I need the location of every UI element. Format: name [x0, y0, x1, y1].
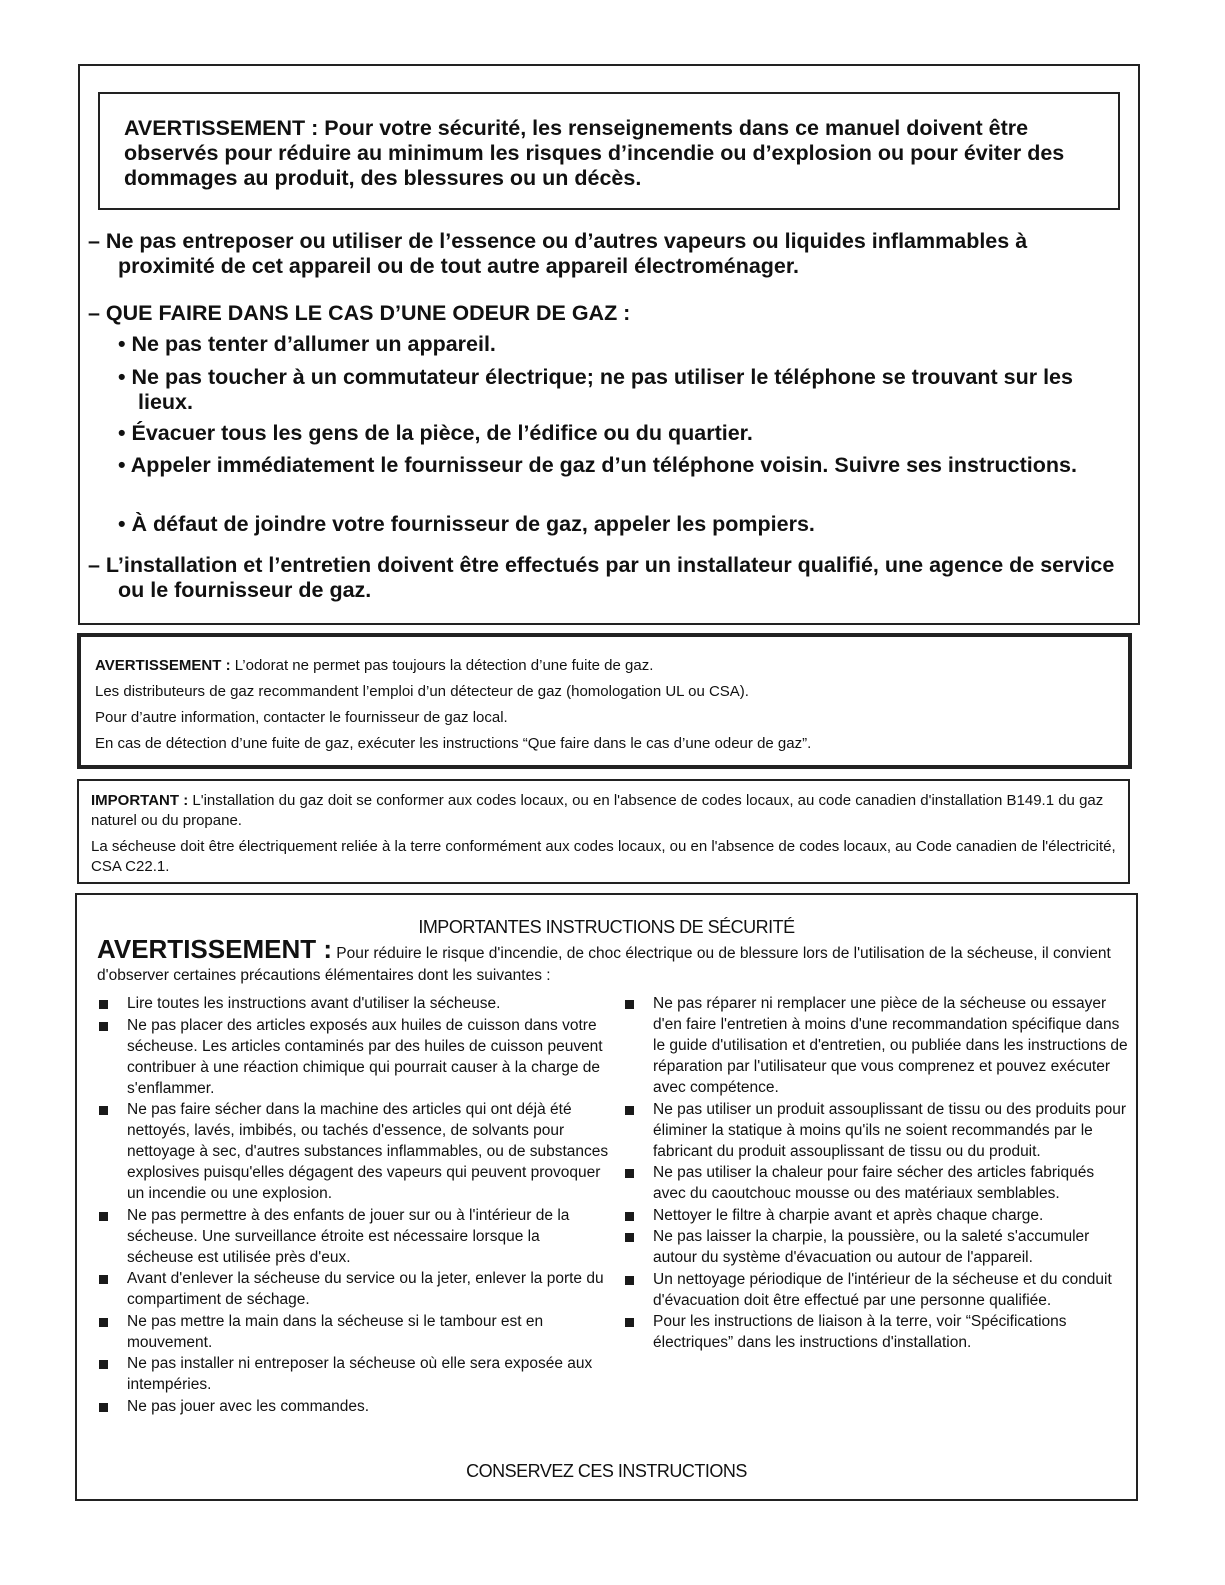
list-item: Ne pas faire sécher dans la machine des articles qui ont déjà été nettoyés, lavés, imbibés, ou tachés d'essence, de solvants pour nettoyage à sec, d'autres substances inflammables, ou de substances explosives puisqu'elles dégagent des vapeurs qui peuvent provoquer un incendie ou une explosion. — [99, 1099, 609, 1204]
primary-warning-text: AVERTISSEMENT : Pour votre sécurité, les renseignements dans ce manuel doivent être observés pour réduire au minimum les risques d’incendie ou d’explosion ou pour éviter des dommages au produit, des blessures ou un décès. — [124, 116, 1065, 190]
safety-warning-intro — [97, 934, 1127, 987]
primary-warning-frame — [98, 92, 1120, 210]
gas-step: • À défaut de joindre votre fournisseur de gaz, appeler les pompiers. — [118, 512, 815, 536]
gas-code-paragraph: IMPORTANT : L'installation du gaz doit se conformer aux codes locaux, ou en l'absence de codes locaux, au code canadien d'installation B149.1 du gaz naturel ou du propane. — [91, 792, 1104, 829]
list-item: Ne pas réparer ni remplacer une pièce de la sécheuse ou essayer d'en faire l'entretien à moins d'une recommandation spécifique dans le guide d'utilisation et d'entretien, ou publiée dans les instructions de réparation par l'utilisateur que vous comprenez et pouvez exécuter avec compétence. — [625, 993, 1130, 1098]
safety-list-left — [99, 993, 609, 1417]
list-item: Ne pas installer ni entreposer la sécheuse où elle sera exposée aux intempéries. — [99, 1353, 609, 1395]
list-item: Ne pas jouer avec les commandes. — [99, 1396, 609, 1417]
list-item: Pour les instructions de liaison à la terre, voir “Spécifications électriques” dans les instructions d'installation. — [625, 1311, 1130, 1353]
square-bullet-icon — [99, 1360, 108, 1369]
list-item: Ne pas permettre à des enfants de jouer sur ou à l'intérieur de la sécheuse. Une surveillance étroite est nécessaire lorsque la sécheuse est utilisée près d'eux. — [99, 1205, 609, 1268]
gas-detector-line: Pour d’autre information, contacter le fournisseur de gaz local. — [95, 709, 508, 726]
gas-detector-line: En cas de détection d’une fuite de gaz, exécuter les instructions “Que faire dans le cas d’une odeur de gaz”. — [95, 735, 812, 752]
square-bullet-icon — [625, 1318, 634, 1327]
square-bullet-icon — [99, 1000, 108, 1009]
grounding-paragraph: La sécheuse doit être électriquement reliée à la terre conformément aux codes locaux, ou en l'absence de codes locaux, au Code canadien de l'électricité, CSA C22.1. — [91, 838, 1116, 875]
save-instructions-footer: CONSERVEZ CES INSTRUCTIONS — [466, 1461, 747, 1481]
list-item: Ne pas utiliser la chaleur pour faire sécher des articles fabriqués avec du caoutchouc mousse ou des matériaux semblables. — [625, 1162, 1130, 1204]
list-item: Ne pas mettre la main dans la sécheuse si le tambour est en mouvement. — [99, 1311, 609, 1353]
gas-step: • Évacuer tous les gens de la pièce, de l’édifice ou du quartier. — [118, 421, 753, 445]
gas-odor-heading: – QUE FAIRE DANS LE CAS D’UNE ODEUR DE GAZ : — [88, 301, 631, 325]
square-bullet-icon — [625, 1106, 634, 1115]
warning-intro-text: Pour réduire le risque d'incendie, de choc électrique ou de blessure lors de l'utilisation de la sécheuse, il convient d'observer certaines précautions élémentaires dont les suivantes : — [97, 945, 1111, 984]
list-item: Ne pas utiliser un produit assouplissant de tissu ou des produits pour éliminer la statique à moins qu'ils ne soient recommandés par le fabricant du produit assouplissant de tissu ou du produit. — [625, 1099, 1130, 1162]
warning-label: AVERTISSEMENT : — [97, 934, 332, 964]
square-bullet-icon — [99, 1022, 108, 1031]
list-item: Lire toutes les instructions avant d'utiliser la sécheuse. — [99, 993, 609, 1014]
square-bullet-icon — [99, 1106, 108, 1115]
gas-step: • Ne pas tenter d’allumer un appareil. — [118, 332, 496, 356]
gas-detector-warning-box — [77, 633, 1132, 769]
list-item: Avant d'enlever la sécheuse du service ou la jeter, enlever la porte du compartiment de séchage. — [99, 1268, 609, 1310]
square-bullet-icon — [625, 1000, 634, 1009]
list-item: Un nettoyage périodique de l'intérieur de la sécheuse et du conduit d'évacuation doit être effectué par une personne qualifiée. — [625, 1269, 1130, 1311]
installation-warning: – L’installation et l’entretien doivent être effectués par un installateur qualifié, une agence de service ou le fournisseur de gaz. — [88, 553, 1115, 602]
safety-instructions-box — [75, 893, 1138, 1501]
warning-label: AVERTISSEMENT : — [95, 657, 231, 674]
square-bullet-icon — [99, 1212, 108, 1221]
safety-list-right — [625, 993, 1130, 1354]
gas-detector-line: AVERTISSEMENT : L’odorat ne permet pas toujours la détection d’une fuite de gaz. — [95, 657, 654, 674]
gas-safety-warning-box — [78, 64, 1140, 625]
square-bullet-icon — [99, 1275, 108, 1284]
gas-step: • Ne pas toucher à un commutateur électrique; ne pas utiliser le téléphone se trouvant sur les lieux. — [118, 365, 1073, 414]
gas-detector-line: Les distributeurs de gaz recommandent l’emploi d’un détecteur de gaz (homologation UL ou CSA). — [95, 683, 749, 700]
square-bullet-icon — [99, 1318, 108, 1327]
list-item: Ne pas laisser la charpie, la poussière, ou la saleté s'accumuler autour du système d'évacuation ou autour de l'appareil. — [625, 1226, 1130, 1268]
important-installation-box — [77, 779, 1130, 884]
safety-instructions-title: IMPORTANTES INSTRUCTIONS DE SÉCURITÉ — [418, 917, 795, 937]
square-bullet-icon — [99, 1403, 108, 1412]
square-bullet-icon — [625, 1233, 634, 1242]
square-bullet-icon — [625, 1276, 634, 1285]
list-item: Nettoyer le filtre à charpie avant et après chaque charge. — [625, 1205, 1130, 1226]
square-bullet-icon — [625, 1169, 634, 1178]
important-label: IMPORTANT : — [91, 792, 189, 809]
gas-step: • Appeler immédiatement le fournisseur de gaz d’un téléphone voisin. Suivre ses instructions. — [118, 453, 1077, 477]
square-bullet-icon — [625, 1212, 634, 1221]
storage-warning: – Ne pas entreposer ou utiliser de l’essence ou d’autres vapeurs ou liquides inflammables à proximité de cet appareil ou de tout autre appareil électroménager. — [88, 229, 1028, 278]
list-item: Ne pas placer des articles exposés aux huiles de cuisson dans votre sécheuse. Les articles contaminés par des huiles de cuisson peuvent contribuer à une réaction chimique qui pourrait causer à la charge de s'enflammer. — [99, 1015, 609, 1099]
